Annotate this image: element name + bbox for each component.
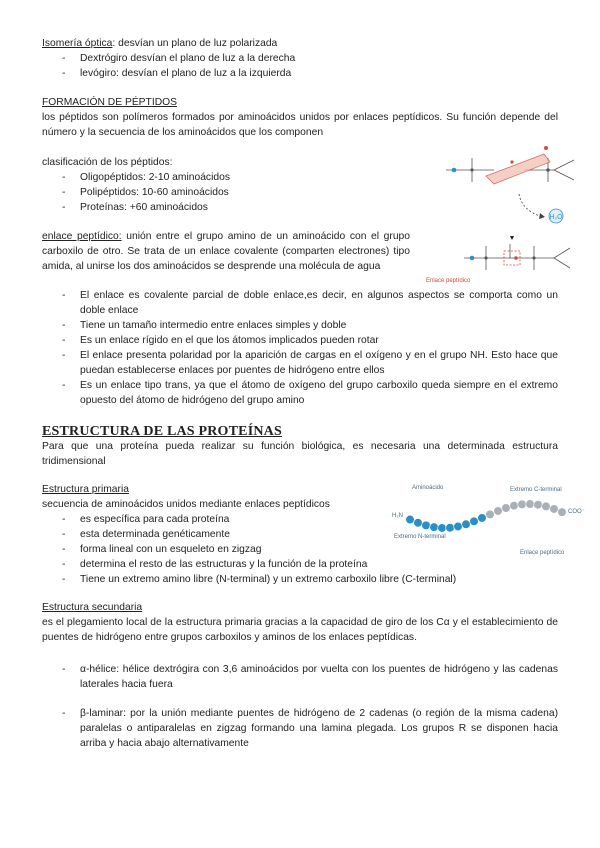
enlace-peptidico-label: Enlace peptídico <box>520 550 565 556</box>
enlace-definition <box>42 229 410 274</box>
amino-acid-bead <box>550 505 559 514</box>
list-item: - Es un enlace tipo trans, ya que el átomo de oxígeno del grupo carboxilo queda siempre en el extremo opuesto del átomo de hidrógeno del grupo amino <box>42 378 558 408</box>
clasificacion-label: clasificación de los péptidos: <box>42 157 173 168</box>
enlace-term: enlace peptídico: <box>42 231 122 242</box>
coo-label: COO⁻ <box>568 509 585 515</box>
amino-acid-bead <box>454 522 463 531</box>
aminoacido-label: Aminoácido <box>412 485 444 491</box>
isomeria-line <box>42 36 558 51</box>
list-item: - El enlace es covalente parcial de doble enlace,es decir, en algunos aspectos se comporta como un doble enlace <box>42 288 558 318</box>
amino-acid-bead <box>462 520 471 529</box>
list-item: - Dextrógiro desvían el plano de luz a la derecha <box>42 51 558 66</box>
isomeria-list <box>42 51 558 81</box>
list-item: - esta determinada genéticamente <box>42 527 558 542</box>
amino-acid-bead <box>422 521 431 530</box>
amino-acid-bead <box>510 501 519 510</box>
isomeria-colon: : <box>112 38 116 49</box>
formacion-text: los péptidos son polímeros formados por aminoácidos unidos por enlaces peptídicos. Su función depende del número y la secuencia de los aminoácidos que los componen <box>42 112 558 138</box>
amino-acid-bead <box>542 502 551 511</box>
n-terminal-label: Extremo N-terminal <box>394 534 446 540</box>
bond-label: Enlace peptídico <box>426 278 471 284</box>
amino-acid-bead <box>518 500 527 509</box>
amino-acid-bead <box>534 500 543 509</box>
amino-acid-bead <box>526 500 535 509</box>
list-item: - determina el resto de las estructuras y la función de la proteína <box>42 557 558 572</box>
amino-acid-chain <box>406 500 567 533</box>
enlace-text: unión entre el grupo amino de un aminoácido con el grupo carboxilo de otro. Se trata de un enlace covalente (comparten electrones) tipo amida, al unirse los dos aminoácidos se desprende una molécula de agua <box>42 231 411 272</box>
list-item: - es específica para cada proteína <box>42 512 558 527</box>
enlace-properties-list <box>42 288 558 408</box>
amino-acid-bead <box>486 510 495 519</box>
secundaria-list <box>42 662 558 751</box>
water-label: H₂O <box>549 214 563 221</box>
amino-acid-bead <box>414 518 423 527</box>
secundaria-heading: Estructura secundaria <box>42 602 143 613</box>
amino-acid-bead <box>438 524 447 533</box>
amino-acid-bead <box>502 504 511 513</box>
amino-acid-bead <box>478 514 487 523</box>
list-item: - Polipéptidos: 10-60 aminoácidos <box>42 185 558 200</box>
isomeria-text: desvían un plano de luz polarizada <box>115 38 278 49</box>
list-item: - levógiro: desvían el plano de luz a la izquierda <box>42 66 558 81</box>
list-item: - Proteínas: +60 aminoácidos <box>42 200 558 215</box>
list-item: - Oligopéptidos: 2-10 aminoácidos <box>42 170 558 185</box>
amino-acid-bead <box>406 515 415 524</box>
list-item: - Tiene un extremo amino libre (N-terminal) y un extremo carboxilo libre (C-terminal) <box>42 572 558 587</box>
primaria-heading: Estructura primaria <box>42 484 129 495</box>
list-item: - El enlace presenta polaridad por la aparición de cargas en el oxígeno y en el grupo NH. Esto hace que puedan establecerse enlaces por puentes de hidrógeno entre ellos <box>42 348 558 378</box>
estructura-title: ESTRUCTURA DE LAS PROTEÍNAS <box>42 424 282 439</box>
amino-acid-bead <box>494 507 503 516</box>
amino-acid-bead <box>446 523 455 532</box>
peptide-formation-figure <box>424 140 584 290</box>
list-item: - Tiene un tamaño intermedio entre enlaces simples y doble <box>42 318 558 333</box>
amino-acid-bead <box>558 508 567 517</box>
list-spacer <box>42 692 558 706</box>
list-item: - forma lineal con un esqueleto en zigzag <box>42 542 558 557</box>
h2n-label: H₂N <box>392 513 403 519</box>
list-item: - β-laminar: por la unión mediante puentes de hidrógeno de 2 cadenas (o región de la misma cadena) paralelas o antiparalelas en zigzag formando una lamina plegada. Los grupos R se disponen hacia arriba y hacia abajo alternativamente <box>42 706 558 751</box>
amino-acid-bead <box>430 523 439 532</box>
amino-acid-bead <box>470 517 479 526</box>
formacion-heading: FORMACIÓN DE PÉPTIDOS <box>42 97 178 108</box>
list-item: - α-hélice: hélice dextrógira con 3,6 aminoácidos por vuelta con los puentes de hidrógeno y las cadenas laterales hacia fuera <box>42 662 558 692</box>
estructura-intro: Para que una proteína pueda realizar su función biológica, es necesaria una determinada estructura tridimensional <box>42 441 558 467</box>
list-item: - Es un enlace rígido en el que los átomos implicados pueden rotar <box>42 333 558 348</box>
primaria-text: secuencia de aminoácidos unidos mediante enlaces peptídicos <box>42 499 330 510</box>
primary-structure-figure <box>392 480 588 560</box>
secundaria-text: es el plegamiento local de la estructura primaria gracias a la capacidad de giro de los Cα y el establecimiento de puentes de hidrógeno entre grupos carboxilos y aminos de los enlaces peptídicas. <box>42 617 558 643</box>
isomeria-heading: Isomería óptica <box>42 38 113 49</box>
c-terminal-label: Extremo C-terminal <box>510 487 562 493</box>
